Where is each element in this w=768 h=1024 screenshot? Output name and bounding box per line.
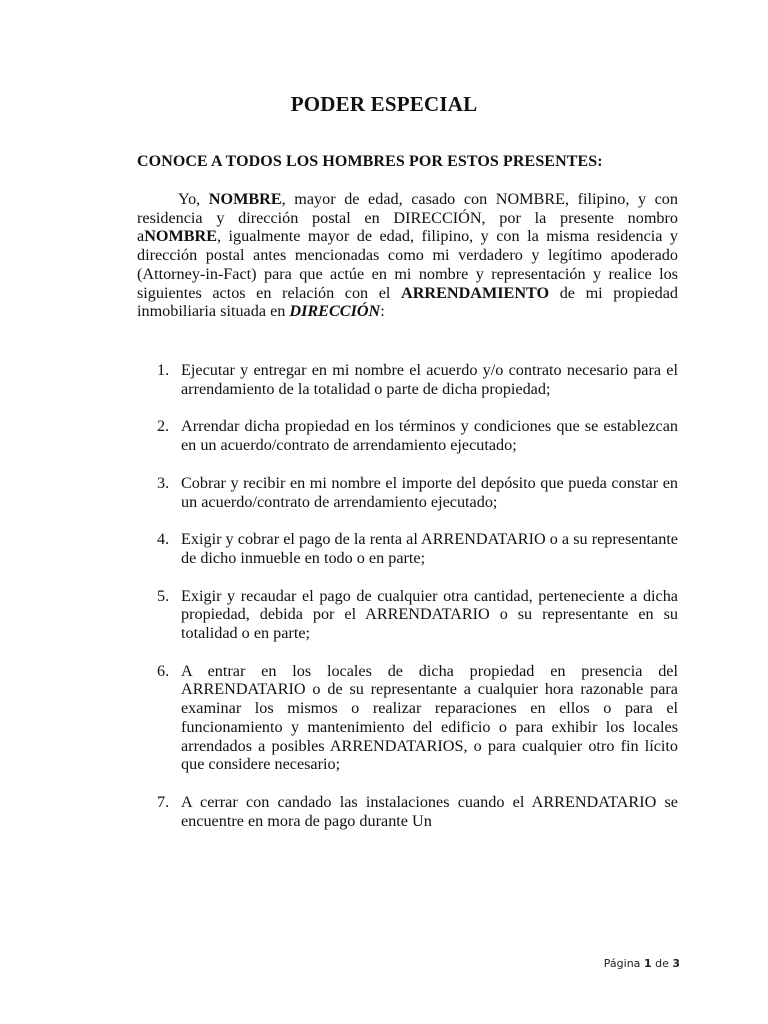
footer-total-pages: 3	[672, 957, 680, 970]
page-number-footer	[600, 957, 680, 970]
list-item-text: A entrar en los locales de dicha propiedad en presencia del ARRENDATARIO o de su representante a cualquier hora razonable para examinar los mismos o realizar reparaciones en ellos o para el funcionamiento y mantenimiento del edificio o para exhibir los locales arrendados a posibles ARRENDATARIOS, o para cualquier otro fin lícito que considere necesario;	[181, 661, 678, 774]
list-item-number: 5.	[157, 586, 170, 605]
powers-list	[137, 361, 678, 849]
list-item	[137, 587, 678, 643]
document-heading: CONOCE A TODOS LOS HOMBRES POR ESTOS PRESENTES:	[137, 153, 603, 170]
document-title: PODER ESPECIAL	[290, 92, 478, 116]
intro-text-3: , igualmente mayor de edad, filipino, y con la misma residencia y dirección postal antes mencionadas como mi verdadero y legítimo apoderado (Attorney-in-Fact) para que actúe en mi nombre y representación y realice los siguientes actos en relación con el	[137, 227, 678, 302]
list-item-text: Arrendar dicha propiedad en los términos y condiciones que se establezcan en un acuerdo/contrato de arrendamiento ejecutado;	[181, 417, 678, 455]
list-item-text: Exigir y cobrar el pago de la renta al ARRENDATARIO o a su representante de dicho inmueble en todo o en parte;	[181, 530, 678, 567]
list-item-number: 4.	[157, 530, 170, 549]
list-item-number: 2.	[157, 417, 170, 436]
intro-bold-italic-direccion: DIRECCIÓN	[289, 302, 381, 321]
intro-paragraph	[137, 190, 678, 321]
list-item-text: Cobrar y recibir en mi nombre el importe del depósito que pueda constar en un acuerdo/contrato de arrendamiento ejecutado;	[181, 473, 678, 511]
list-item	[137, 530, 678, 567]
list-item-number: 3.	[157, 473, 170, 492]
list-item	[137, 361, 678, 398]
list-item-text: Ejecutar y entregar en mi nombre el acuerdo y/o contrato necesario para el arrendamiento de la totalidad o parte de dicha propiedad;	[181, 361, 678, 398]
list-item-text: Exigir y recaudar el pago de cualquier otra cantidad, perteneciente a dicha propiedad, debida por el ARRENDATARIO o su representante en su totalidad o en parte;	[181, 586, 678, 643]
intro-bold-name-1: NOMBRE	[208, 190, 282, 208]
list-item-text: A cerrar con candado las instalaciones cuando el ARRENDATARIO se encuentre en mora de pago durante Un	[181, 792, 678, 830]
intro-text-2: , mayor de edad, casado con NOMBRE, filipino, y con residencia y dirección postal en DIRECCIÓN, por la presente nombro a	[137, 190, 678, 246]
intro-bold-name-2: NOMBRE	[144, 227, 218, 246]
intro-bold-arrendamiento: ARRENDAMIENTO	[401, 283, 550, 302]
list-item	[137, 417, 678, 454]
list-item-number: 1.	[157, 361, 170, 379]
intro-text-1: Yo,	[178, 190, 209, 208]
list-item	[137, 793, 678, 830]
footer-current-page: 1	[643, 957, 652, 970]
list-item-number: 7.	[157, 792, 170, 811]
intro-text-5: :	[380, 302, 385, 321]
footer-page-label: Página	[603, 957, 641, 970]
list-item	[137, 474, 678, 511]
footer-of-label: de	[655, 957, 669, 970]
list-item-number: 6.	[157, 661, 170, 680]
intro-text-4: de mi propiedad inmobiliaria situada en	[137, 283, 678, 321]
list-item	[137, 662, 678, 774]
